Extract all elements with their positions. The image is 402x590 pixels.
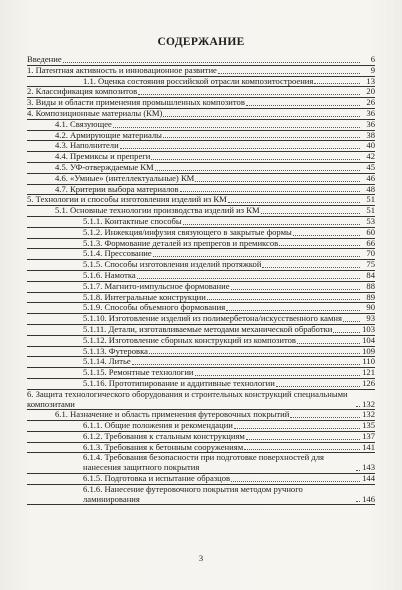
- toc-entry-title: 6.1.2. Требования к стальным конструкциям: [83, 431, 245, 441]
- toc-entry-title: 5.1.6. Намотка: [83, 270, 136, 280]
- toc-entry-title: 3. Виды и области применения промышленных композитов: [27, 98, 245, 108]
- toc-entry-page: 135: [362, 420, 375, 431]
- toc-entry-page: 104: [362, 334, 375, 345]
- toc-entry-title: 4. Композиционные материалы (КМ): [27, 108, 163, 118]
- toc-entry-page: 53: [366, 215, 375, 226]
- toc-entry: [27, 303, 375, 314]
- toc-leader: [149, 353, 360, 354]
- toc-entry-title: 5.1.15. Ремонтные технологии: [83, 368, 194, 378]
- toc-leader: [63, 62, 360, 63]
- toc-leader: [137, 278, 360, 279]
- toc-entry: [27, 239, 375, 250]
- toc-leader: [231, 481, 360, 482]
- toc-entry-page: 13: [366, 75, 375, 86]
- toc-leader: [356, 470, 360, 471]
- toc-entry-page: 20: [366, 86, 375, 97]
- toc-entry-page: 110: [362, 356, 375, 367]
- toc-entry-page: 103: [362, 323, 375, 334]
- toc-entry: [27, 357, 375, 368]
- toc-entry: [27, 368, 375, 379]
- toc-entry: [27, 474, 375, 485]
- toc-entry-page: 89: [366, 291, 375, 302]
- toc-entry-title: 1.1. Оценка состояния российской отрасли композитостроения: [83, 76, 314, 86]
- toc-entry: [27, 174, 375, 185]
- toc-entry-page: 109: [362, 345, 375, 356]
- toc-entry-title: 4.7. Критерии выбора материалов: [55, 184, 179, 194]
- toc-entry-title: 5.1.2. Инжекция/инфузия связующего в закрытые формы: [83, 227, 292, 237]
- toc-entry: [27, 325, 375, 336]
- toc-entry-page: 126: [362, 377, 375, 388]
- toc-entry-page: 75: [366, 259, 375, 270]
- toc-entry-title: 2. Классификация композитов: [27, 87, 138, 97]
- toc-entry-page: 46: [366, 172, 375, 183]
- toc-entry-page: 42: [366, 151, 375, 162]
- toc-entry-page: 144: [362, 473, 375, 484]
- toc-entry: [27, 152, 375, 163]
- toc-entry: [27, 336, 375, 347]
- toc-leader: [163, 137, 360, 138]
- toc-entry-page: 48: [366, 183, 375, 194]
- toc-entry-title: 5.1.5. Способы изготовления изделий протяжкой: [83, 260, 262, 270]
- toc-leader: [207, 299, 360, 300]
- toc-entry-page: 6: [370, 54, 375, 64]
- toc-entry-title: 6.1.4. Требования безопасности при подготовке поверхностей для нанесения защитного покрытия: [83, 453, 324, 473]
- toc-entry: [27, 109, 375, 120]
- toc-entry-page: 137: [362, 430, 375, 441]
- toc-entry-title: 6.1.6. Нанесение футеровочного покрытия методом ручного ламинирования: [83, 484, 303, 504]
- toc-leader: [113, 127, 360, 128]
- toc-leader: [234, 428, 360, 429]
- toc-entry-title: 4.4. Премиксы и препреги: [55, 152, 151, 162]
- toc-entry-page: 143: [362, 462, 375, 473]
- toc-entry: [27, 271, 375, 282]
- toc-entry-page: 26: [366, 97, 375, 108]
- toc-entry: [27, 185, 375, 196]
- toc-leader: [314, 83, 360, 84]
- toc-entry-title: 5.1.9. Способы объемного формования: [83, 303, 226, 313]
- toc-leader: [246, 105, 360, 106]
- toc-leader: [163, 116, 360, 117]
- toc-entry: [27, 347, 375, 358]
- toc-entry: [27, 260, 375, 271]
- toc-entry-title: 5. Технологии и способы изготовления изделий из КМ: [27, 195, 227, 205]
- toc-entry: [27, 66, 375, 77]
- toc-entry-title: 5.1.8. Интегральные конструкции: [83, 292, 206, 302]
- toc-entry-page: 36: [366, 107, 375, 118]
- toc-entry-title: 5.1.3. Формование деталей из препрегов и премиксов: [83, 238, 279, 248]
- toc-entry-title: 6.1.5. Подготовка и испытание образцов: [83, 474, 231, 484]
- toc-entry-title: 6.1. Назначение и область применения футеровочных покрытий: [55, 410, 290, 420]
- toc-entry-page: 60: [366, 226, 375, 237]
- toc-entry-title: 5.1.4. Прессование: [83, 249, 152, 259]
- toc-leader: [226, 310, 360, 311]
- toc-leader: [132, 364, 360, 365]
- toc-entry: [27, 206, 375, 217]
- toc-entry: [27, 249, 375, 260]
- toc-entry-page: 9: [370, 64, 375, 75]
- toc-leader: [261, 213, 360, 214]
- toc-entry-page: 36: [366, 118, 375, 129]
- toc-entry-page: 146: [362, 493, 375, 504]
- toc-leader: [120, 148, 360, 149]
- toc-entry-title: 1. Патентная активность и инновационное развитие: [27, 65, 217, 75]
- toc-entry-page: 40: [366, 140, 375, 151]
- toc-leader: [151, 159, 360, 160]
- toc-entry: [27, 379, 375, 390]
- toc-entry-page: 84: [366, 269, 375, 280]
- toc-leader: [218, 73, 360, 74]
- toc-entry: [27, 141, 375, 152]
- toc-entry: [27, 195, 375, 206]
- toc-entry-page: 121: [362, 367, 375, 378]
- toc-entry: [27, 98, 375, 109]
- toc-leader: [333, 332, 360, 333]
- toc-leader: [297, 343, 360, 344]
- toc-leader: [155, 170, 360, 171]
- toc-leader: [356, 501, 360, 502]
- toc-leader: [343, 321, 360, 322]
- toc-entry-page: 70: [366, 248, 375, 259]
- toc-entry-title: 4.2. Армирующие материалы: [55, 130, 162, 140]
- toc-entry-page: 45: [366, 161, 375, 172]
- toc-entry: [27, 390, 375, 411]
- toc-entry-title: 6.1.3. Требования к бетонным сооружениям: [83, 442, 244, 452]
- toc-entry-title: 6. Защита технологического оборудования и строительных конструкций специальными композитами: [27, 389, 348, 409]
- toc-entry: [27, 163, 375, 174]
- toc-entry: [27, 293, 375, 304]
- toc-entry: [27, 314, 375, 325]
- toc-leader: [276, 386, 360, 387]
- toc-entry-page: 66: [366, 237, 375, 248]
- toc-leader: [180, 191, 360, 192]
- toc-entry-page: 90: [366, 302, 375, 313]
- toc-entry: [27, 485, 375, 506]
- toc-leader: [138, 94, 360, 95]
- toc-leader: [228, 202, 360, 203]
- toc-entry-title: 4.3. Наполнители: [55, 141, 119, 151]
- toc-entry: [27, 131, 375, 142]
- toc-leader: [290, 417, 360, 418]
- toc-entry: [27, 432, 375, 443]
- toc-entry-title: Введение: [27, 55, 62, 64]
- toc-leader: [195, 181, 360, 182]
- toc-entry: [27, 87, 375, 98]
- toc-entry-title: 5.1.1. Контактные способы: [83, 216, 182, 226]
- toc-leader: [262, 267, 360, 268]
- toc-entry-title: 5.1.10. Изготовление изделий из полимербетона/искусственного камня: [83, 314, 342, 324]
- toc-entry: [27, 410, 375, 421]
- toc-entry: [27, 217, 375, 228]
- toc-entry: [27, 443, 375, 454]
- toc-entry-title: 5.1.13. Футеровка: [83, 346, 148, 356]
- page-title: СОДЕРЖАНИЕ: [157, 36, 245, 48]
- toc-entry-title: 4.6. «Умные» (интеллектуальные) КМ: [55, 173, 195, 183]
- toc-entry-page: 38: [366, 129, 375, 140]
- toc-entry-title: 4.1. Связующее: [55, 119, 112, 129]
- toc-entry-title: 5.1.16. Прототипирование и аддитивные технологии: [83, 378, 275, 388]
- table-of-contents: [27, 55, 375, 505]
- toc-entry-title: 5.1. Основные технологии производства изделий из КМ: [55, 206, 260, 216]
- toc-leader: [195, 375, 360, 376]
- toc-leader: [279, 245, 360, 246]
- toc-entry-title: 5.1.7. Магнито-импульсное формование: [83, 281, 230, 291]
- toc-leader: [244, 449, 360, 450]
- toc-entry: [27, 77, 375, 88]
- toc-entry: [27, 453, 375, 474]
- toc-entry-page: 51: [366, 194, 375, 205]
- toc-entry-title: 5.1.14. Литье: [83, 357, 131, 367]
- toc-entry: [27, 120, 375, 131]
- toc-leader: [356, 406, 360, 407]
- toc-leader: [231, 289, 360, 290]
- toc-entry-title: 5.1.12. Изготовление сборных конструкций из композитов: [83, 335, 296, 345]
- toc-entry-title: 5.1.11. Детали, изготавливаемые методами механической обработки: [83, 324, 333, 334]
- toc-leader: [183, 224, 360, 225]
- toc-entry: [27, 228, 375, 239]
- toc-entry-page: 88: [366, 280, 375, 291]
- toc-leader: [246, 439, 360, 440]
- toc-entry: [27, 55, 375, 66]
- toc-entry-page: 132: [362, 409, 375, 420]
- toc-entry-title: 4.5. УФ-отверждаемые КМ: [55, 162, 154, 172]
- toc-entry: [27, 282, 375, 293]
- toc-entry: [27, 421, 375, 432]
- toc-leader: [153, 256, 360, 257]
- toc-entry-title: 6.1.1. Общие положения и рекомендации: [83, 421, 233, 431]
- page-number: 3: [198, 553, 204, 563]
- toc-entry-page: 51: [366, 205, 375, 216]
- toc-leader: [293, 235, 360, 236]
- toc-entry-page: 141: [362, 441, 375, 452]
- toc-entry-page: 132: [362, 398, 375, 409]
- toc-entry-page: 93: [366, 313, 375, 324]
